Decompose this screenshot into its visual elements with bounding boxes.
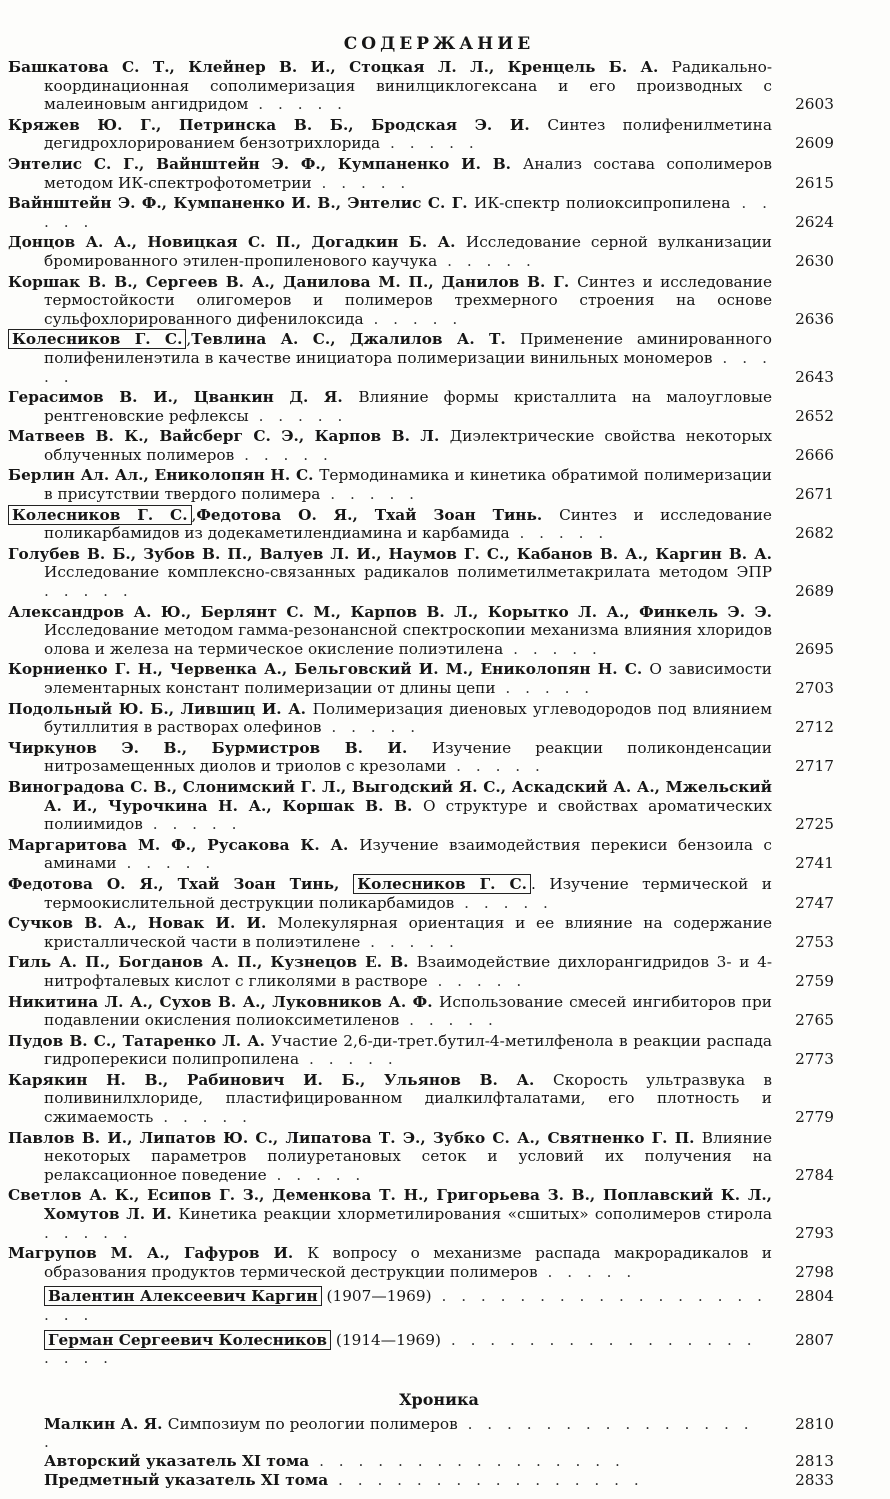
- toc-entry[interactable]: [8, 388, 834, 425]
- entry-text: [8, 1244, 772, 1281]
- toc-entry[interactable]: [8, 835, 834, 873]
- toc-entry[interactable]: [8, 544, 834, 601]
- entry-title: Кинетика реакции хлорметилирования «сшитых» сополимеров стирола: [178, 1205, 772, 1224]
- entry-title: Диэлектрические свойства некоторых облученных полимеров: [44, 427, 772, 464]
- entry-title: Полимеризация диеновых углеводородов под влиянием бутиллития в растворах олефинов: [44, 699, 772, 737]
- obituary-page-number: 2807: [795, 1330, 834, 1349]
- entry-page-number: 2643: [795, 367, 834, 386]
- obituary-text: [44, 1331, 772, 1368]
- leader-dots: . . . . .: [44, 194, 772, 231]
- entry-text: [8, 914, 772, 951]
- entry-authors: Сучков В. А., Новак И. И.: [8, 914, 278, 933]
- toc-entry[interactable]: [8, 1031, 834, 1069]
- entry-text: [8, 1070, 772, 1127]
- leader-dots: . . . . .: [44, 1223, 133, 1242]
- entry-title: Исследование серной вулканизации бромированного этилен-пропиленового каучука: [44, 233, 772, 270]
- entry-text: [8, 233, 772, 270]
- entry-title: Исследование методом гамма-резонансной спектроскопии механизма влияния хлоридов олова и железа на термическое окисление полиэтилена: [44, 621, 772, 658]
- chronicle-title: Хроника: [399, 1389, 479, 1409]
- entry-authors: Корниенко Г. Н., Червенка А., Бельговский И. М., Ениколопян Н. С.: [8, 660, 650, 679]
- entry-text: Колесников Г. С. ,Федотова О. Я., Тхай Зоан Тинь. Синтез и исследование поликарбамидов из додекаметилендиамина и карбамида . . . . .: [44, 506, 772, 543]
- entry-authors: Пудов В. С., Татаренко Л. А.: [8, 1031, 272, 1050]
- chronicle-entry[interactable]: [44, 1471, 834, 1490]
- entry-text: [8, 602, 772, 659]
- entry-text: [8, 1128, 772, 1185]
- leader-dots: . . . . .: [299, 1050, 398, 1069]
- leader-dots: . . . . .: [266, 1165, 366, 1184]
- chronicle-title-text: Авторский указатель XI тома: [44, 1451, 310, 1470]
- entry-title: Синтез и исследование поликарбамидов из додекаметилендиамина и карбамида: [44, 505, 772, 543]
- page-title: СОДЕРЖАНИЕ: [343, 34, 535, 54]
- entry-authors: Голубев В. Б., Зубов В. П., Валуев Л. И., Наумов Г. С., Кабанов В. А., Каргин В. А.: [8, 544, 772, 563]
- entry-title: О структуре и свойствах ароматических полиимидов: [44, 796, 772, 834]
- obituaries: [44, 1287, 834, 1367]
- leader-dots: . . . . .: [363, 309, 463, 328]
- entry-title: К вопросу о механизме распада макрорадикалов и образования продуктов термической деструкции полимеров: [44, 1244, 772, 1281]
- entry-text: Колесников Г. С. ,Тевлина А. С., Джалилов А. Т. Применение аминированного полифениленэтила в качестве инициатора полимеризации винильных мономеров . . . . .: [44, 330, 772, 386]
- leader-dots: . . . . . . . . . . . . . . . .: [328, 1470, 644, 1489]
- leader-dots: . . . . .: [321, 718, 421, 737]
- entry-authors: Донцов А. А., Новицкая С. П., Догадкин Б. А.: [8, 233, 466, 252]
- toc-entry[interactable]: [8, 272, 834, 329]
- leader-dots: . . . . .: [44, 348, 772, 386]
- leader-dots: . . . . .: [437, 251, 536, 270]
- entry-title: Участие 2,6-ди-трет.бутил-4-метилфенола в реакции распада гидроперекиси полипропилена: [44, 1031, 773, 1069]
- entry-page-number: 2682: [795, 524, 834, 543]
- entry-page-number: 2703: [795, 679, 834, 697]
- entry-page-number: 2624: [795, 212, 834, 231]
- entry-authors: Матвеев В. К., Вайсберг С. Э., Карпов В. Л.: [8, 427, 450, 446]
- entry-authors: Кряжев Ю. Г., Петринска В. Б., Бродская Э. И.: [8, 115, 548, 134]
- entry-text: [8, 835, 772, 873]
- toc-entry[interactable]: [8, 58, 834, 114]
- leader-dots: . . . . .: [537, 1262, 637, 1281]
- entry-authors: Карякин Н. В., Рабинович И. Б., Ульянов В. А.: [8, 1070, 554, 1089]
- chronicle-text: [44, 1415, 772, 1452]
- obituary-entry[interactable]: [44, 1331, 834, 1368]
- entry-authors: Гиль А. П., Богданов А. П., Кузнецов Е. В.: [8, 953, 417, 972]
- entry-page-number: 2630: [795, 251, 834, 270]
- obituary-years: (1914—1969): [331, 1330, 441, 1349]
- entry-page-number: 2603: [795, 95, 834, 114]
- chronicle-text: [44, 1471, 772, 1490]
- entry-page-number: 2741: [795, 854, 834, 873]
- entry-text: Федотова О. Я., Тхай Зоан Тинь, Колесников Г. С. . Изучение термической и термоокислительной деструкции поликарбамидов . . . . .: [8, 874, 772, 912]
- entry-boxed-author: Колесников Г. С.: [8, 329, 186, 349]
- obituary-name: Герман Сергеевич Колесников: [44, 1330, 331, 1350]
- entry-title: Изучение взаимодействия перекиси бензоила с аминами: [44, 835, 772, 873]
- entry-title: Анализ состава сополимеров методом ИК-спектрофотометрии: [44, 154, 773, 192]
- toc-entry[interactable]: [8, 602, 834, 659]
- entry-title: Молекулярная ориентация и ее влияние на содержание кристаллической части в полиэтилене: [44, 914, 772, 951]
- leader-dots: . . . . .: [360, 932, 459, 951]
- entry-authors: Виноградова С. В., Слонимский Г. Л., Выгодский Я. С., Аскадский А. А., Мжельский А. И., Чурочкина Н. А., Коршак В. В.: [8, 777, 772, 815]
- obituary-page-number: 2804: [795, 1287, 834, 1306]
- toc-entries: [8, 58, 834, 1281]
- leader-dots: . . . . .: [44, 582, 133, 601]
- toc-entry[interactable]: [8, 115, 834, 153]
- entry-page-number: 2793: [795, 1223, 834, 1242]
- leader-dots: . . . . .: [311, 173, 411, 192]
- entry-text: [8, 777, 772, 834]
- entry-page-number: 2666: [795, 445, 834, 464]
- entry-title: ИК-спектр полиоксипропилена: [473, 194, 731, 213]
- entry-text: [8, 953, 772, 990]
- entry-text: [8, 115, 772, 153]
- leader-dots: . . . . .: [248, 95, 348, 114]
- toc-entry[interactable]: [8, 660, 834, 697]
- entry-page-number: 2689: [795, 582, 834, 601]
- entry-authors: Берлин Ал. Ал., Ениколопян Н. С.: [8, 466, 320, 485]
- toc-entry[interactable]: [8, 1244, 834, 1281]
- entry-text: [8, 58, 772, 114]
- entry-authors: Светлов А. К., Есипов Г. З., Деменкова Т. Н., Григорьева З. В., Поплавский К. Л., Хомутов Л. И.: [8, 1186, 772, 1224]
- toc-entry[interactable]: [8, 914, 834, 951]
- entry-authors: Подольный Ю. Б., Лившиц И. А.: [8, 699, 313, 718]
- entry-page-number: 2753: [795, 932, 834, 951]
- leader-dots: . . . . .: [454, 893, 553, 912]
- entry-page-number: 2712: [795, 718, 834, 737]
- leader-dots: . . . . .: [399, 1011, 498, 1030]
- entry-page-number: 2671: [795, 485, 834, 504]
- toc-entry[interactable]: [12, 505, 834, 543]
- entry-page-number: 2695: [795, 639, 834, 658]
- entry-title: Скорость ультразвука в поливинилхлориде, пластифицированном диалкилфталатами, его плотность и сжимаемость: [44, 1070, 772, 1127]
- entry-authors: Коршак В. В., Сергеев В. А., Данилова М. П., Данилов В. Г.: [8, 272, 578, 291]
- leader-dots: . . . . .: [503, 639, 602, 658]
- entry-page-number: 2717: [795, 757, 834, 776]
- entry-text: [8, 1186, 772, 1242]
- toc-entry[interactable]: [8, 233, 834, 270]
- leader-dots: . . . . .: [142, 815, 242, 834]
- entry-authors: Вайнштейн Э. Ф., Кумпаненко И. В., Энтелис С. Г.: [8, 194, 474, 213]
- entry-authors: Павлов В. И., Липатов Ю. С., Липатова Т. Э., Зубко С. А., Святненко Г. П.: [8, 1128, 702, 1147]
- chronicle-list: [44, 1415, 834, 1489]
- leader-dots: . . . . .: [248, 406, 348, 425]
- entry-authors: Тевлина А. С., Джалилов А. Т.: [191, 330, 520, 349]
- leader-dots: . . . . .: [509, 524, 609, 543]
- entry-text: [8, 699, 772, 737]
- leader-dots: . . . . .: [234, 445, 333, 464]
- entry-authors: Энтелис С. Г., Вайнштейн Э. Ф., Кумпаненко И. В.: [8, 154, 523, 173]
- entry-title: Влияние формы кристаллита на малоугловые рентгеновские рефлексы: [44, 388, 773, 425]
- obituary-name: Валентин Алексеевич Каргин: [44, 1286, 322, 1306]
- toc-entry[interactable]: [8, 154, 834, 192]
- entry-title: Использование смесей ингибиторов при подавлении окисления полиоксиметиленов: [44, 992, 772, 1030]
- entry-page-number: 2636: [795, 309, 834, 328]
- chronicle-authors: Малкин А. Я.: [44, 1414, 168, 1433]
- entry-page-number: 2798: [795, 1262, 834, 1281]
- leader-dots: . . . . .: [116, 854, 216, 873]
- entry-authors: Александров А. Ю., Берлянт С. М., Карпов В. Л., Корытко Л. А., Финкель Э. Э.: [8, 602, 772, 621]
- entry-text: [8, 388, 773, 425]
- chronicle-title-text: Симпозиум по реологии полимеров: [167, 1414, 458, 1433]
- entry-title: Исследование комплексно-связанных радикалов полиметилметакрилата методом ЭПР: [44, 563, 772, 582]
- entry-title: О зависимости элементарных констант полимеризации от длины цепи: [44, 660, 772, 697]
- obituary-years: (1907—1969): [321, 1287, 432, 1306]
- chronicle-page-number: 2833: [795, 1470, 834, 1489]
- toc-entry[interactable]: [8, 777, 834, 834]
- chronicle-title-text: Предметный указатель XI тома: [44, 1470, 329, 1489]
- leader-dots: . . . . .: [153, 1108, 252, 1127]
- entry-boxed-author: Колесников Г. С.: [353, 874, 531, 894]
- entry-page-number: 2779: [795, 1108, 834, 1127]
- entry-text: [8, 427, 772, 464]
- toc-entry[interactable]: [8, 738, 834, 776]
- entry-text: [8, 738, 773, 776]
- toc-entry[interactable]: [8, 699, 834, 737]
- entry-title: Радикально-координационная сополимеризация винилциклогексана и его производных с малеиновым ангидридом: [44, 58, 772, 114]
- obituary-text: [44, 1287, 772, 1324]
- toc-entry[interactable]: [8, 1128, 834, 1185]
- chronicle-page-number: 2813: [795, 1451, 834, 1470]
- entry-title: Влияние некоторых параметров полиуретановых сеток и условий их получения на релаксационное поведение: [44, 1128, 772, 1184]
- entry-title: Изучение термической и термоокислительной деструкции поликарбамидов: [44, 874, 772, 912]
- leader-dots: . . . . .: [495, 679, 595, 697]
- entry-page-number: 2609: [795, 134, 834, 153]
- entry-authors: Федотова О. Я., Тхай Зоан Тинь.: [196, 505, 560, 524]
- leader-dots: . . . . . . . . . . . . . . . .: [44, 1414, 754, 1452]
- chronicle-entry[interactable]: [44, 1415, 834, 1452]
- entry-authors: Башкатова С. Т., Клейнер В. И., Стоцкая Л. Л., Кренцель Б. А.: [8, 58, 672, 76]
- entry-page-number: 2773: [795, 1050, 834, 1069]
- toc-entry[interactable]: [8, 953, 834, 990]
- entry-title: Изучение реакции поликонденсации нитрозамещенных диолов и триолов с крезолами: [44, 738, 773, 776]
- entry-text: [8, 544, 772, 601]
- entry-page-number: 2615: [795, 173, 834, 192]
- entry-authors: Чиркунов Э. В., Бурмистров В. И.: [8, 738, 432, 757]
- leader-dots: . . . . .: [380, 134, 479, 153]
- leader-dots: . . . . . . . . . . . . . . . . . . . .: [44, 1330, 757, 1368]
- entry-page-number: 2725: [795, 815, 834, 834]
- entry-page-number: 2765: [795, 1011, 834, 1030]
- leader-dots: . . . . . . . . . . . . . . . .: [309, 1451, 625, 1470]
- entry-text: [8, 1031, 773, 1069]
- entry-text: [8, 992, 772, 1030]
- entry-page-number: 2747: [795, 893, 834, 912]
- entry-title: Термодинамика и кинетика обратимой полимеризации в присутствии твердого полимера: [44, 466, 772, 504]
- toc-entry[interactable]: [8, 466, 834, 504]
- entry-title: Синтез и исследование термостойкости олигомеров и полимеров трехмерного строения на основе сульфохлорированного дифенилоксида: [44, 272, 773, 328]
- entry-page-number: 2652: [795, 406, 834, 425]
- entry-title: Синтез полифенилметина дегидрохлорированием бензотрихлорида: [44, 115, 772, 153]
- chronicle-text: [44, 1452, 772, 1471]
- entry-page-number: 2759: [795, 971, 834, 990]
- entry-authors: Федотова О. Я., Тхай Зоан Тинь,: [8, 874, 354, 893]
- entry-text: [8, 660, 772, 697]
- entry-boxed-author: Колесников Г. С.: [8, 505, 192, 525]
- leader-dots: . . . . . . . . . . . . . . . . . . . .: [44, 1287, 767, 1324]
- entry-text: [8, 272, 773, 329]
- entry-title: Применение аминированного полифениленэтила в качестве инициатора полимеризации винильных мономеров: [44, 330, 772, 367]
- leader-dots: . . . . .: [320, 485, 420, 504]
- obituary-entry[interactable]: [44, 1287, 834, 1324]
- chronicle-entry[interactable]: [44, 1452, 834, 1471]
- entry-page-number: 2784: [795, 1165, 834, 1184]
- toc-entry[interactable]: [8, 992, 834, 1030]
- entry-text: [8, 194, 772, 231]
- toc-entry[interactable]: [8, 427, 834, 464]
- entry-text: [8, 466, 772, 504]
- leader-dots: . . . . .: [427, 971, 527, 990]
- toc-entry[interactable]: [8, 1070, 834, 1127]
- entry-text: [8, 154, 773, 192]
- toc-entry[interactable]: [8, 194, 834, 231]
- entry-authors: Магрупов М. А., Гафуров И.: [8, 1244, 308, 1263]
- entry-authors: Никитина Л. А., Сухов В. А., Луковников А. Ф.: [8, 992, 440, 1011]
- entry-authors: Герасимов В. И., Цванкин Д. Я.: [8, 388, 359, 407]
- toc-entry[interactable]: [12, 330, 834, 386]
- leader-dots: . . . . .: [446, 757, 545, 776]
- toc-entry[interactable]: [8, 874, 834, 912]
- entry-authors: Маргаритова М. Ф., Русакова К. А.: [8, 835, 360, 854]
- entry-title: Взаимодействие дихлорангидридов 3- и 4-нитрофталевых кислот с гликолями в растворе: [44, 953, 772, 990]
- chronicle-page-number: 2810: [795, 1414, 834, 1433]
- toc-entry[interactable]: [8, 1186, 834, 1242]
